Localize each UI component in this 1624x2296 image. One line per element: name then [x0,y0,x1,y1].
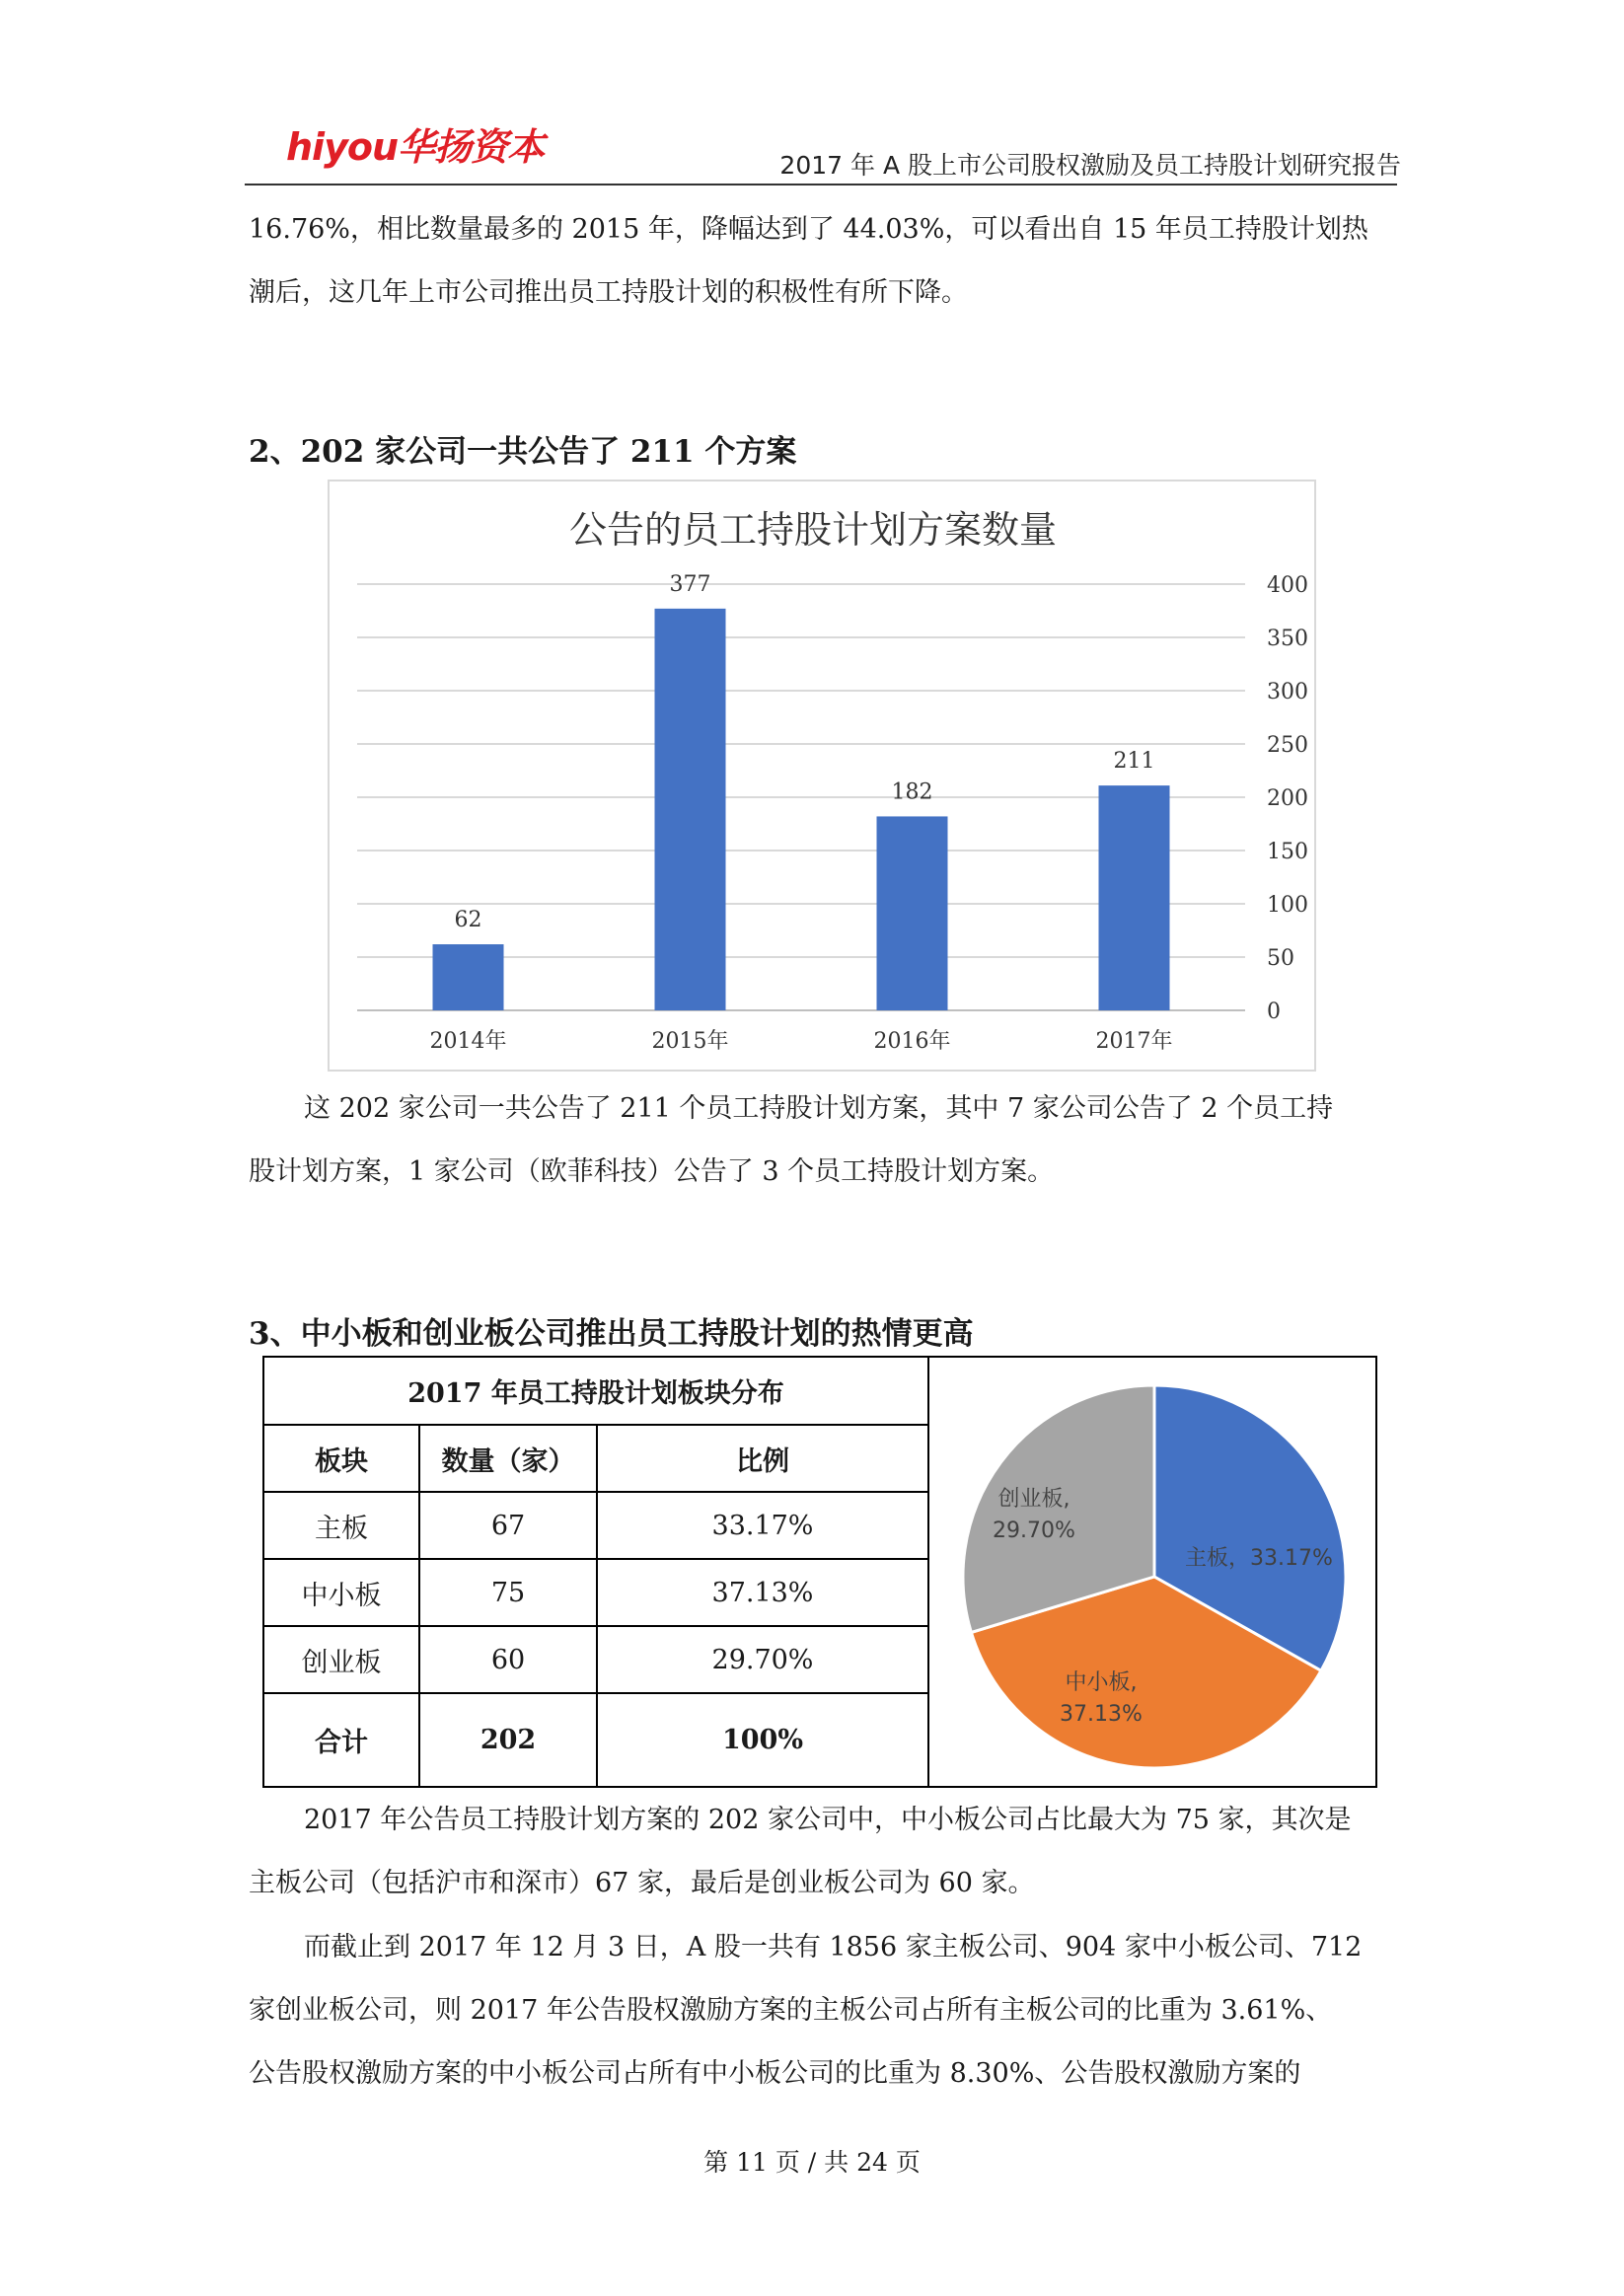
table-row [264,1492,928,1559]
section-2-line-1: 这 202 家公司一共公告了 211 个员工持股计划方案，其中 7 家公司公告了 2 个员工持 [304,1093,1334,1124]
section-3-paragraph-2 [249,1916,1403,2106]
table-cell: 主板 [264,1492,419,1559]
x-tick-label: 2016年 [873,1029,951,1054]
y-tick-label: 250 [1267,733,1308,758]
y-tick-label: 200 [1267,786,1308,811]
table-cell: 37.13% [597,1559,928,1626]
company-logo: hiyou华扬资本 [286,125,545,169]
intro-paragraph [249,198,1403,325]
bar-chart [330,481,1314,1070]
table-cell: 33.17% [597,1492,928,1559]
chart-title: 公告的员工持股计划方案数量 [568,508,1058,552]
pie-label: 创业板, 29.70% [993,1487,1075,1543]
section-3-p1-line-1: 2017 年公告员工持股计划方案的 202 家公司中，中小板公司占比最大为 75 家，其次是 [304,1805,1352,1835]
y-tick-label: 0 [1267,1000,1281,1024]
pie-chart [931,1358,1375,1786]
table-total-ratio: 100% [597,1693,928,1786]
section-3-p2-line-3: 公告股权激励方案的中小板公司占所有中小板公司的比重为 8.30%、公告股权激励方案的 [249,2058,1301,2089]
data-label: 377 [669,571,711,597]
pie-label: 主板，33.17% [1185,1546,1333,1571]
table-header-ratio: 比例 [597,1425,928,1492]
section-3-p2-line-1: 而截止到 2017 年 12 月 3 日，A 股一共有 1856 家主板公司、904 家中小板公司、712 [304,1932,1363,1963]
table-row [264,1626,928,1693]
bar-chart-frame [328,480,1316,1072]
section-2-line-2: 股计划方案，1 家公司（欧菲科技）公告了 3 个员工持股计划方案。 [249,1156,1055,1187]
table-cell: 中小板 [264,1559,419,1626]
section-3-heading: 3、中小板和创业板公司推出员工持股计划的热情更高 [249,1316,974,1352]
x-tick-label: 2017年 [1095,1029,1173,1054]
section-2-paragraph [249,1077,1403,1204]
section-3-paragraph-1 [249,1789,1403,1915]
intro-line-1: 16.76%，相比数量最多的 2015 年，降幅达到了 44.03%，可以看出自 15 年员工持股计划热 [249,214,1368,245]
y-tick-label: 300 [1267,680,1308,704]
table-header-segment: 板块 [264,1425,419,1492]
section-3-p1-line-2: 主板公司（包括沪市和深市）67 家，最后是创业板公司为 60 家。 [249,1868,1035,1898]
bar-2017年 [1099,785,1170,1010]
table-cell: 60 [419,1626,597,1693]
y-tick-label: 50 [1267,946,1294,971]
y-tick-label: 100 [1267,893,1308,918]
table-cell: 29.70% [597,1626,928,1693]
data-label: 62 [454,908,482,933]
table-cell: 75 [419,1559,597,1626]
table-total-label: 合计 [264,1693,419,1786]
x-tick-label: 2015年 [651,1029,729,1054]
table-total-row [264,1693,928,1786]
distribution-block [262,1356,1377,1788]
bar-2016年 [877,816,948,1010]
distribution-table [264,1358,929,1786]
section-3-p2-line-2: 家创业板公司，则 2017 年公告股权激励方案的主板公司占所有主板公司的比重为 3.61%、 [249,1995,1333,2026]
table-header-count: 数量（家） [419,1425,597,1492]
pie-label: 中小板, 37.13% [1060,1670,1143,1727]
data-label: 211 [1113,749,1155,775]
y-tick-label: 350 [1267,627,1308,651]
report-title: 2017 年 A 股上市公司股权激励及员工持股计划研究报告 [779,151,1401,180]
section-2-heading: 2、202 家公司一共公告了 211 个方案 [249,434,797,470]
table-cell: 67 [419,1492,597,1559]
data-label: 182 [891,779,933,805]
bar-2015年 [655,609,726,1010]
table-row [264,1559,928,1626]
y-tick-label: 400 [1267,573,1308,598]
header-divider [245,184,1397,185]
bar-2014年 [433,944,504,1010]
table-title: 2017 年员工持股计划板块分布 [264,1358,928,1425]
table-total-count: 202 [419,1693,597,1786]
page-footer: 第 11 页 / 共 24 页 [703,2148,921,2177]
y-tick-label: 150 [1267,840,1308,864]
table-cell: 创业板 [264,1626,419,1693]
intro-line-2: 潮后，这几年上市公司推出员工持股计划的积极性有所下降。 [249,277,968,308]
x-tick-label: 2014年 [429,1029,507,1054]
